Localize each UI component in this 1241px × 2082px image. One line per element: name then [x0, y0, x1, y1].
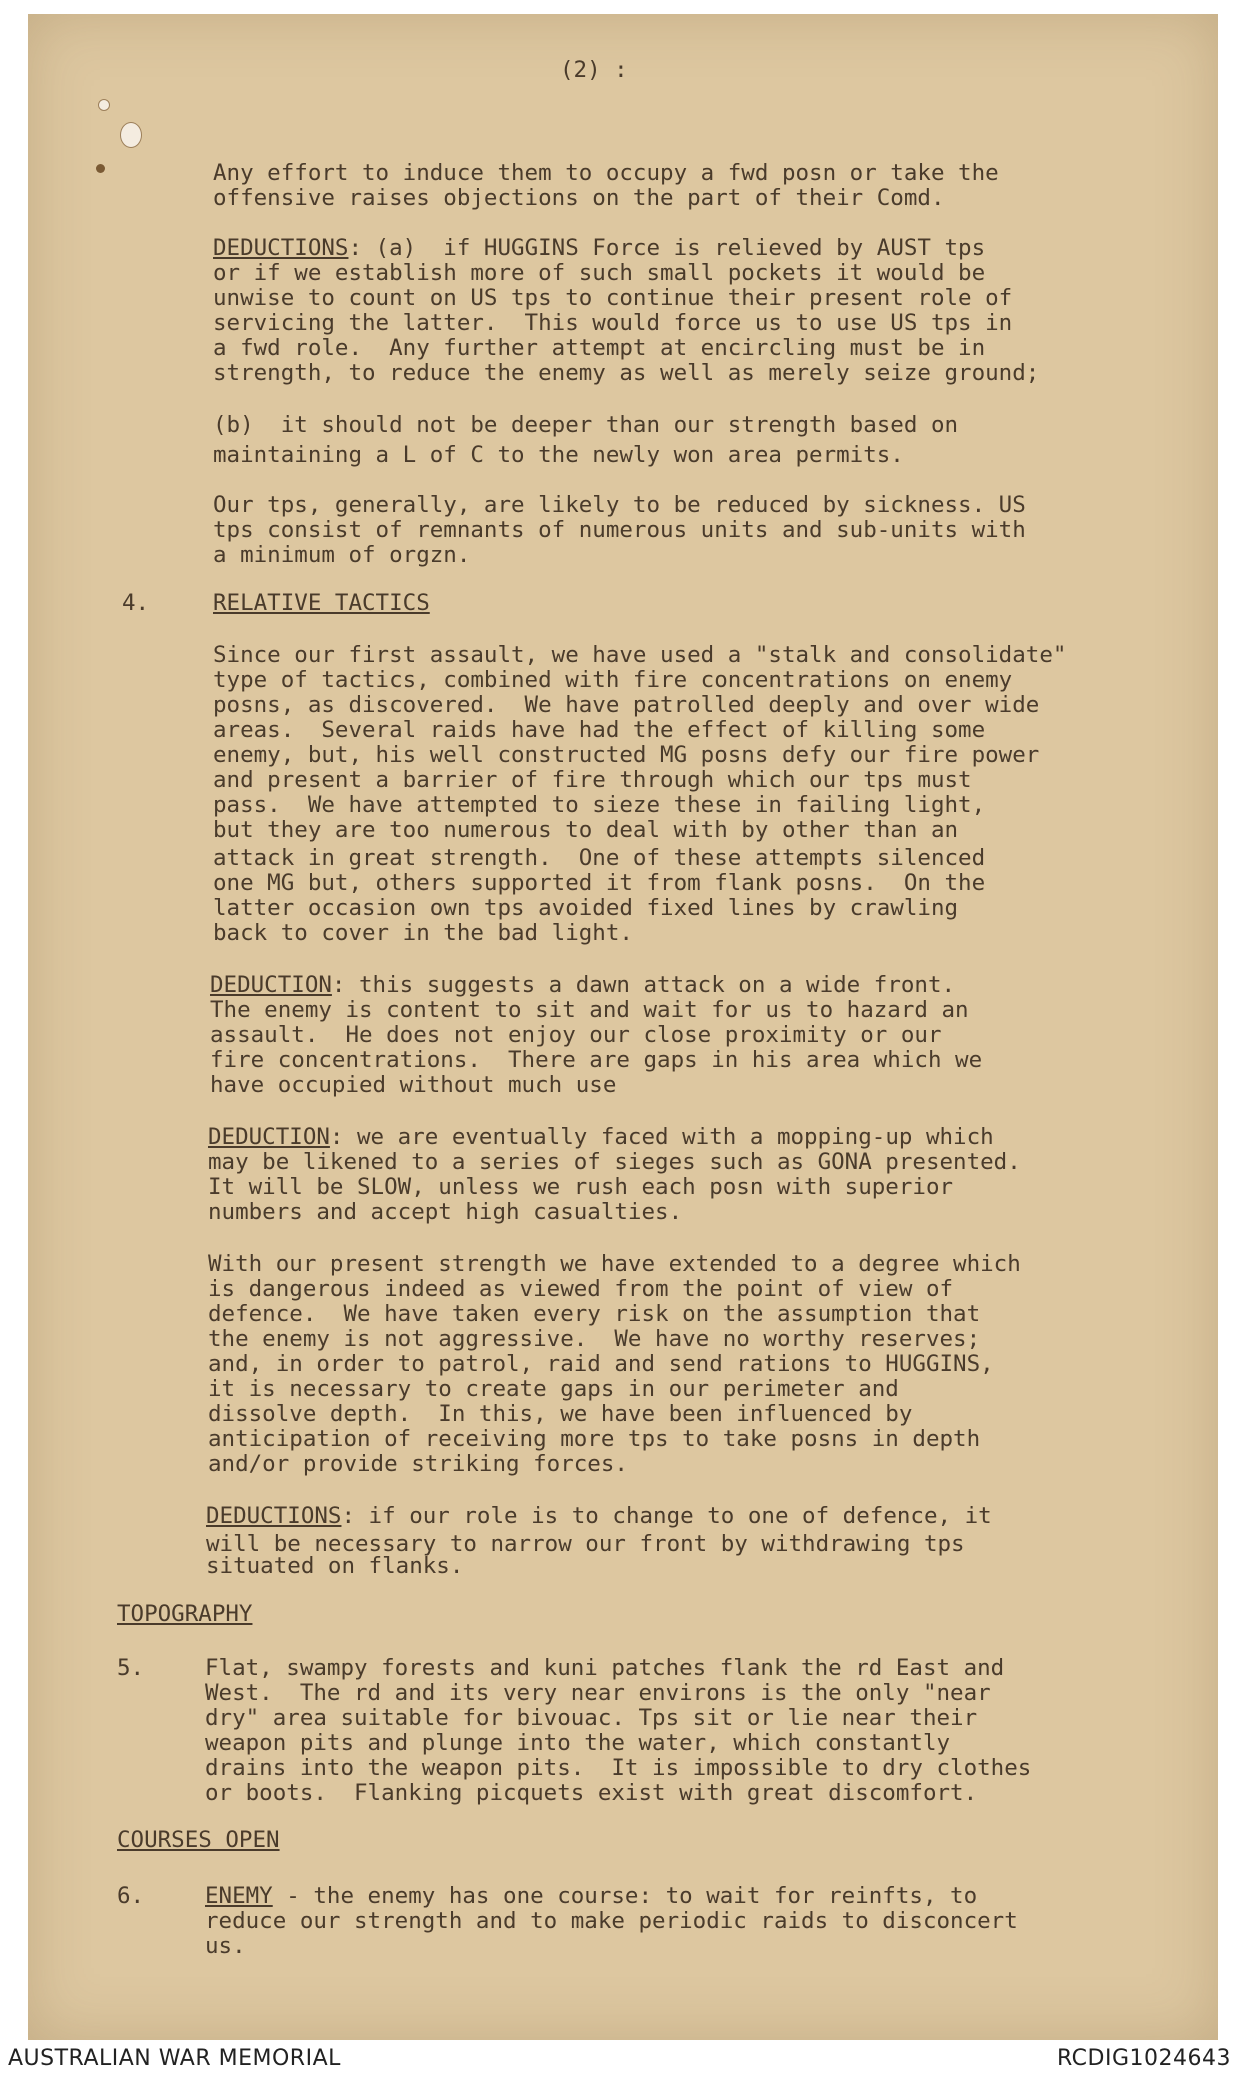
text-line: (b) it should not be deeper than our strength based on — [213, 412, 959, 438]
deductions-paragraph — [206, 1504, 992, 1529]
text-line: back to cover in the bad light. — [213, 920, 633, 946]
text-line: situated on flanks. — [206, 1553, 464, 1579]
deduction-paragraph — [208, 1125, 994, 1150]
text-line: us. — [205, 1933, 246, 1959]
section-number: 5. — [117, 1655, 145, 1681]
text-line: one MG but, others supported it from flank posns. On the — [213, 870, 986, 896]
text-line: weapon pits and plunge into the water, which constantly — [205, 1730, 951, 1756]
text-line: drains into the weapon pits. It is impossible to dry clothes — [205, 1755, 1032, 1781]
page-number: (2) : — [560, 57, 628, 83]
text-line: tps consist of remnants of numerous units and sub-units with — [213, 517, 1026, 543]
text-line: : (a) if HUGGINS Force is relieved by AUST tps — [348, 235, 986, 261]
text-line: or boots. Flanking picquets exist with great discomfort. — [205, 1780, 978, 1806]
text-line: reduce our strength and to make periodic raids to disconcert — [205, 1908, 1018, 1934]
punch-hole — [98, 99, 110, 111]
text-line: Our tps, generally, are likely to be reduced by sickness. US — [213, 492, 1026, 518]
text-line: and/or provide striking forces. — [208, 1451, 628, 1477]
text-line: attack in great strength. One of these attempts silenced — [213, 845, 986, 871]
text-line: : this suggests a dawn attack on a wide front. — [331, 972, 956, 998]
text-line: the enemy is not aggressive. We have no worthy reserves; — [208, 1326, 981, 1352]
section-heading-topography: TOPOGRAPHY — [117, 1601, 253, 1627]
text-line: strength, to reduce the enemy as well as merely seize ground; — [213, 360, 1040, 386]
text-line: Any effort to induce them to occupy a fwd posn or take the — [213, 160, 999, 186]
section-number: 4. — [122, 590, 150, 616]
text-line: numbers and accept high casualties. — [208, 1199, 683, 1225]
section-heading-courses-open: COURSES OPEN — [117, 1827, 280, 1853]
text-line: - the enemy has one course: to wait for reinfts, to — [272, 1883, 978, 1909]
section-number: 6. — [117, 1883, 145, 1909]
text-line: The enemy is content to sit and wait for us to hazard an — [210, 997, 969, 1023]
text-line: offensive raises objections on the part of their Comd. — [213, 185, 945, 211]
deduction-heading: DEDUCTION — [210, 972, 332, 998]
text-line: assault. He does not enjoy our close proximity or our — [210, 1022, 942, 1048]
text-line: and, in order to patrol, raid and send rations to HUGGINS, — [208, 1351, 994, 1377]
text-line: areas. Several raids have had the effect of killing some — [213, 717, 986, 743]
footer-archive-name: AUSTRALIAN WAR MEMORIAL — [8, 2046, 341, 2071]
text-line: have occupied without much use — [210, 1072, 617, 1098]
text-line: unwise to count on US tps to continue their present role of — [213, 285, 1013, 311]
text-line: : we are eventually faced with a mopping-up which — [329, 1124, 994, 1150]
text-line: It will be SLOW, unless we rush each posn with superior — [208, 1174, 954, 1200]
text-line: Since our first assault, we have used a "stalk and consolidate" — [213, 642, 1067, 668]
text-line: it is necessary to create gaps in our perimeter and — [208, 1376, 899, 1402]
deduction-heading: DEDUCTION — [208, 1124, 330, 1150]
enemy-heading: ENEMY — [205, 1883, 273, 1909]
punch-hole — [120, 122, 142, 148]
footer-record-id: RCDIG1024643 — [1056, 2046, 1231, 2071]
deductions-heading: DEDUCTIONS — [213, 235, 349, 261]
deduction-paragraph — [210, 973, 955, 998]
text-line: anticipation of receiving more tps to take posns in depth — [208, 1426, 981, 1452]
text-line: pass. We have attempted to sieze these in failing light, — [213, 792, 986, 818]
text-line: posns, as discovered. We have patrolled deeply and over wide — [213, 692, 1040, 718]
text-line: latter occasion own tps avoided fixed lines by crawling — [213, 895, 959, 921]
text-line: is dangerous indeed as viewed from the point of view of — [208, 1276, 954, 1302]
text-line: : if our role is to change to one of defence, it — [341, 1503, 992, 1529]
stain — [96, 164, 105, 173]
text-line: may be likened to a series of sieges such as GONA presented. — [208, 1149, 1021, 1175]
text-line: but they are too numerous to deal with by other than an — [213, 817, 959, 843]
text-line: and present a barrier of fire through which our tps must — [213, 767, 972, 793]
text-line: servicing the latter. This would force us to use US tps in — [213, 310, 1013, 336]
text-line: a minimum of orgzn. — [213, 542, 471, 568]
text-line: or if we establish more of such small pockets it would be — [213, 260, 986, 286]
enemy-paragraph — [205, 1884, 977, 1909]
text-line: type of tactics, combined with fire concentrations on enemy — [213, 667, 1013, 693]
text-line: Flat, swampy forests and kuni patches flank the rd East and — [205, 1655, 1005, 1681]
deductions-paragraph — [213, 236, 985, 261]
text-line: maintaining a L of C to the newly won area permits. — [213, 442, 904, 468]
text-line: defence. We have taken every risk on the assumption that — [208, 1301, 981, 1327]
text-line: dissolve depth. In this, we have been influenced by — [208, 1401, 913, 1427]
text-line: fire concentrations. There are gaps in his area which we — [210, 1047, 983, 1073]
text-line: will be necessary to narrow our front by withdrawing tps — [206, 1531, 965, 1557]
text-line: West. The rd and its very near environs is the only "near — [205, 1680, 991, 1706]
text-line: dry" area suitable for bivouac. Tps sit or lie near their — [205, 1705, 978, 1731]
text-line: enemy, but, his well constructed MG posns defy our fire power — [213, 742, 1040, 768]
text-line: With our present strength we have extended to a degree which — [208, 1251, 1021, 1277]
section-heading-relative-tactics: RELATIVE TACTICS — [213, 590, 430, 616]
deductions-heading: DEDUCTIONS — [206, 1503, 342, 1529]
text-line: a fwd role. Any further attempt at encircling must be in — [213, 335, 986, 361]
